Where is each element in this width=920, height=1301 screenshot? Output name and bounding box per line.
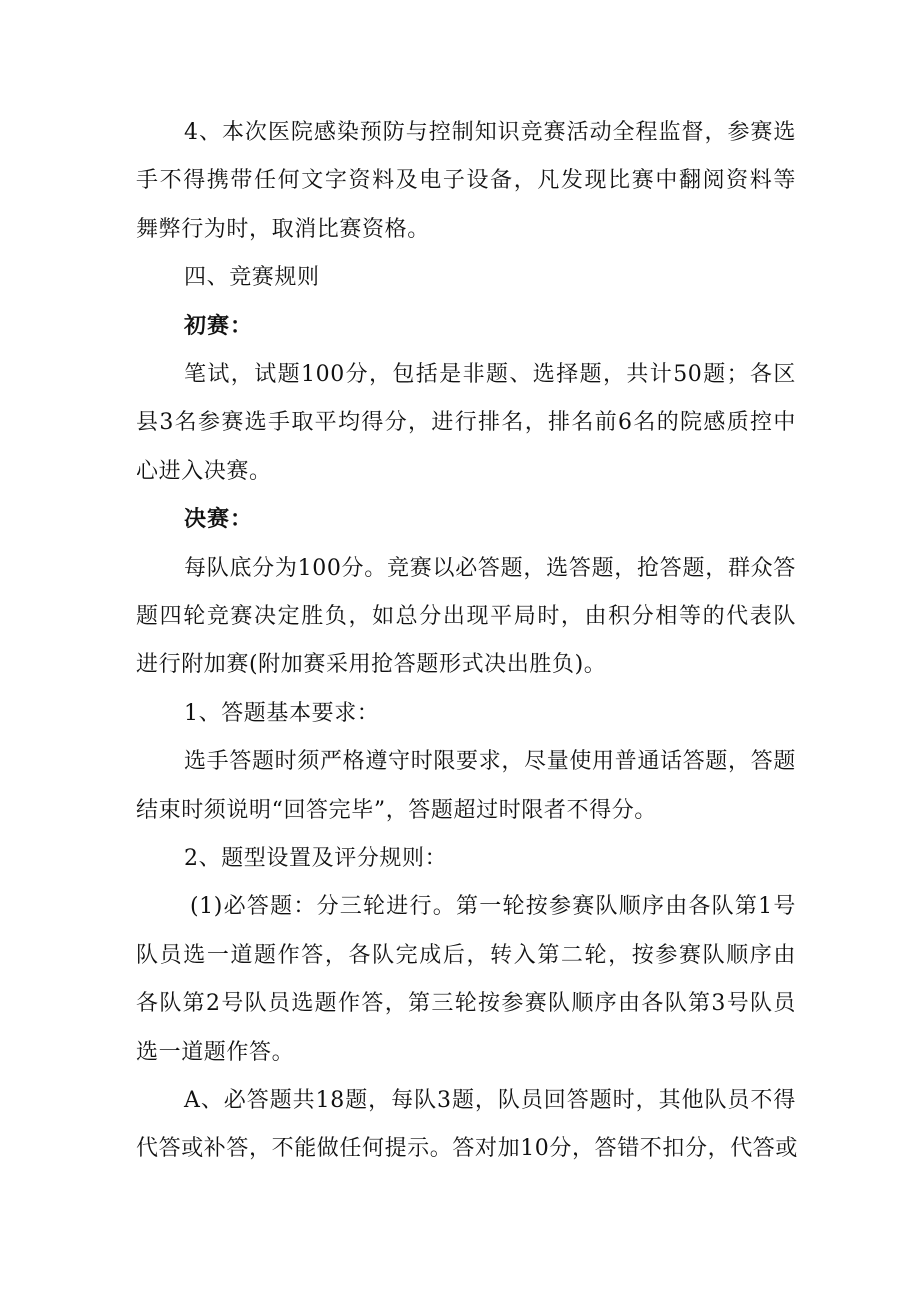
- paragraph-required-line-2: 队员选一道题作答，各队完成后，转入第二轮，按参赛队顺序由: [136, 943, 796, 968]
- paragraph-preliminary-line-1: 笔试，试题100分，包括是非题、选择题，共计50题；各区: [184, 362, 796, 387]
- paragraph-rule-a-line-2: 代答或补答，不能做任何提示。答对加10分，答错不扣分，代答或: [136, 1136, 798, 1161]
- paragraph-required-line-4: 选一道题作答。: [136, 1040, 295, 1065]
- paragraph-item4-line-1: 4、本次医院感染预防与控制知识竞赛活动全程监督，参赛选: [184, 120, 796, 145]
- paragraph-final-line-3: 进行附加赛(附加赛采用抢答题形式决出胜负)。: [136, 652, 607, 677]
- paragraph-required-line-3: 各队第2号队员选题作答，第三轮按参赛队顺序由各队第3号队员: [136, 991, 796, 1016]
- paragraph-item4-line-3: 舞弊行为时，取消比赛资格。: [136, 217, 430, 242]
- subheading-final: 决赛：: [184, 507, 254, 532]
- paragraph-requirements-line-2: 结束时须说明“回答完毕”，答题超过时限者不得分。: [136, 798, 657, 823]
- item-heading-question-types: 2、题型设置及评分规则：: [184, 846, 448, 871]
- paragraph-rule-a-line-1: A、必答题共18题，每队3题，队员回答题时，其他队员不得: [184, 1088, 796, 1113]
- item-heading-answer-requirements: 1、答题基本要求：: [184, 701, 380, 726]
- section-heading-rules: 四、竞赛规则: [184, 265, 320, 290]
- paragraph-requirements-line-1: 选手答题时须严格遵守时限要求，尽量使用普通话答题，答题: [184, 749, 796, 774]
- paragraph-preliminary-line-2: 县3名参赛选手取平均得分，进行排名，排名前6名的院感质控中: [136, 410, 796, 435]
- paragraph-required-line-1: (1)必答题：分三轮进行。第一轮按参赛队顺序由各队第1号: [190, 894, 796, 919]
- paragraph-item4-line-2: 手不得携带任何文字资料及电子设备，凡发现比赛中翻阅资料等: [136, 168, 796, 193]
- subheading-preliminary: 初赛：: [184, 314, 254, 339]
- paragraph-final-line-1: 每队底分为100分。竞赛以必答题，选答题，抢答题，群众答: [184, 556, 796, 581]
- paragraph-preliminary-line-3: 心进入决赛。: [136, 459, 272, 484]
- paragraph-final-line-2: 题四轮竞赛决定胜负，如总分出现平局时，由积分相等的代表队: [136, 604, 796, 629]
